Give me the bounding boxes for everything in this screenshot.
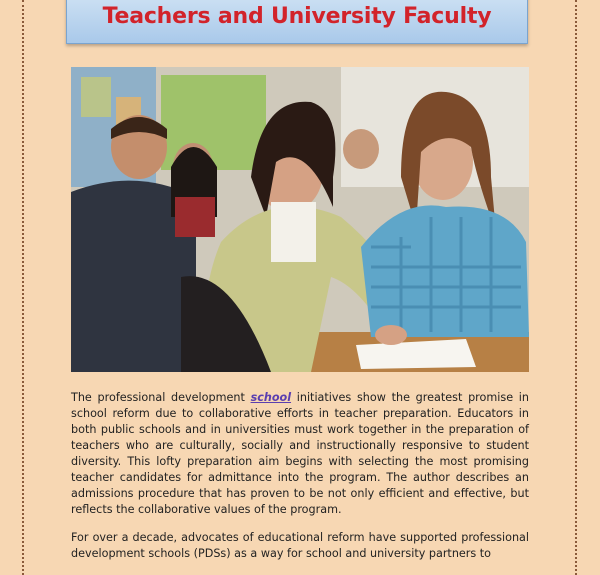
paragraph-text: initiatives show the greatest promise in school reform due to collaborative efforts in teacher preparation. Educators in both public schools and in universities must work together in the preparation of teachers who are culturally, socially and instructionally responsive to student diversity. This lofty preparation aim begins with selecting the most promising teacher candidates for admittance into the program. The author describes an admissions procedure that has proven to be not only efficient and effective, but reflects the collaborative values of the program. [71, 391, 529, 516]
page-title: Teachers and University Faculty [102, 4, 492, 29]
title-banner [66, 0, 528, 44]
classroom-photo [71, 67, 529, 372]
right-dotted-border [575, 0, 577, 575]
article-paragraph [71, 390, 529, 518]
article-body [71, 390, 529, 574]
school-link[interactable]: school [250, 391, 292, 404]
article-paragraph: For over a decade, advocates of educational reform have supported professional development schools (PDSs) as a way for school and university partners to [71, 531, 529, 560]
left-dotted-border [22, 0, 24, 575]
paragraph-text: The professional development [71, 391, 251, 404]
